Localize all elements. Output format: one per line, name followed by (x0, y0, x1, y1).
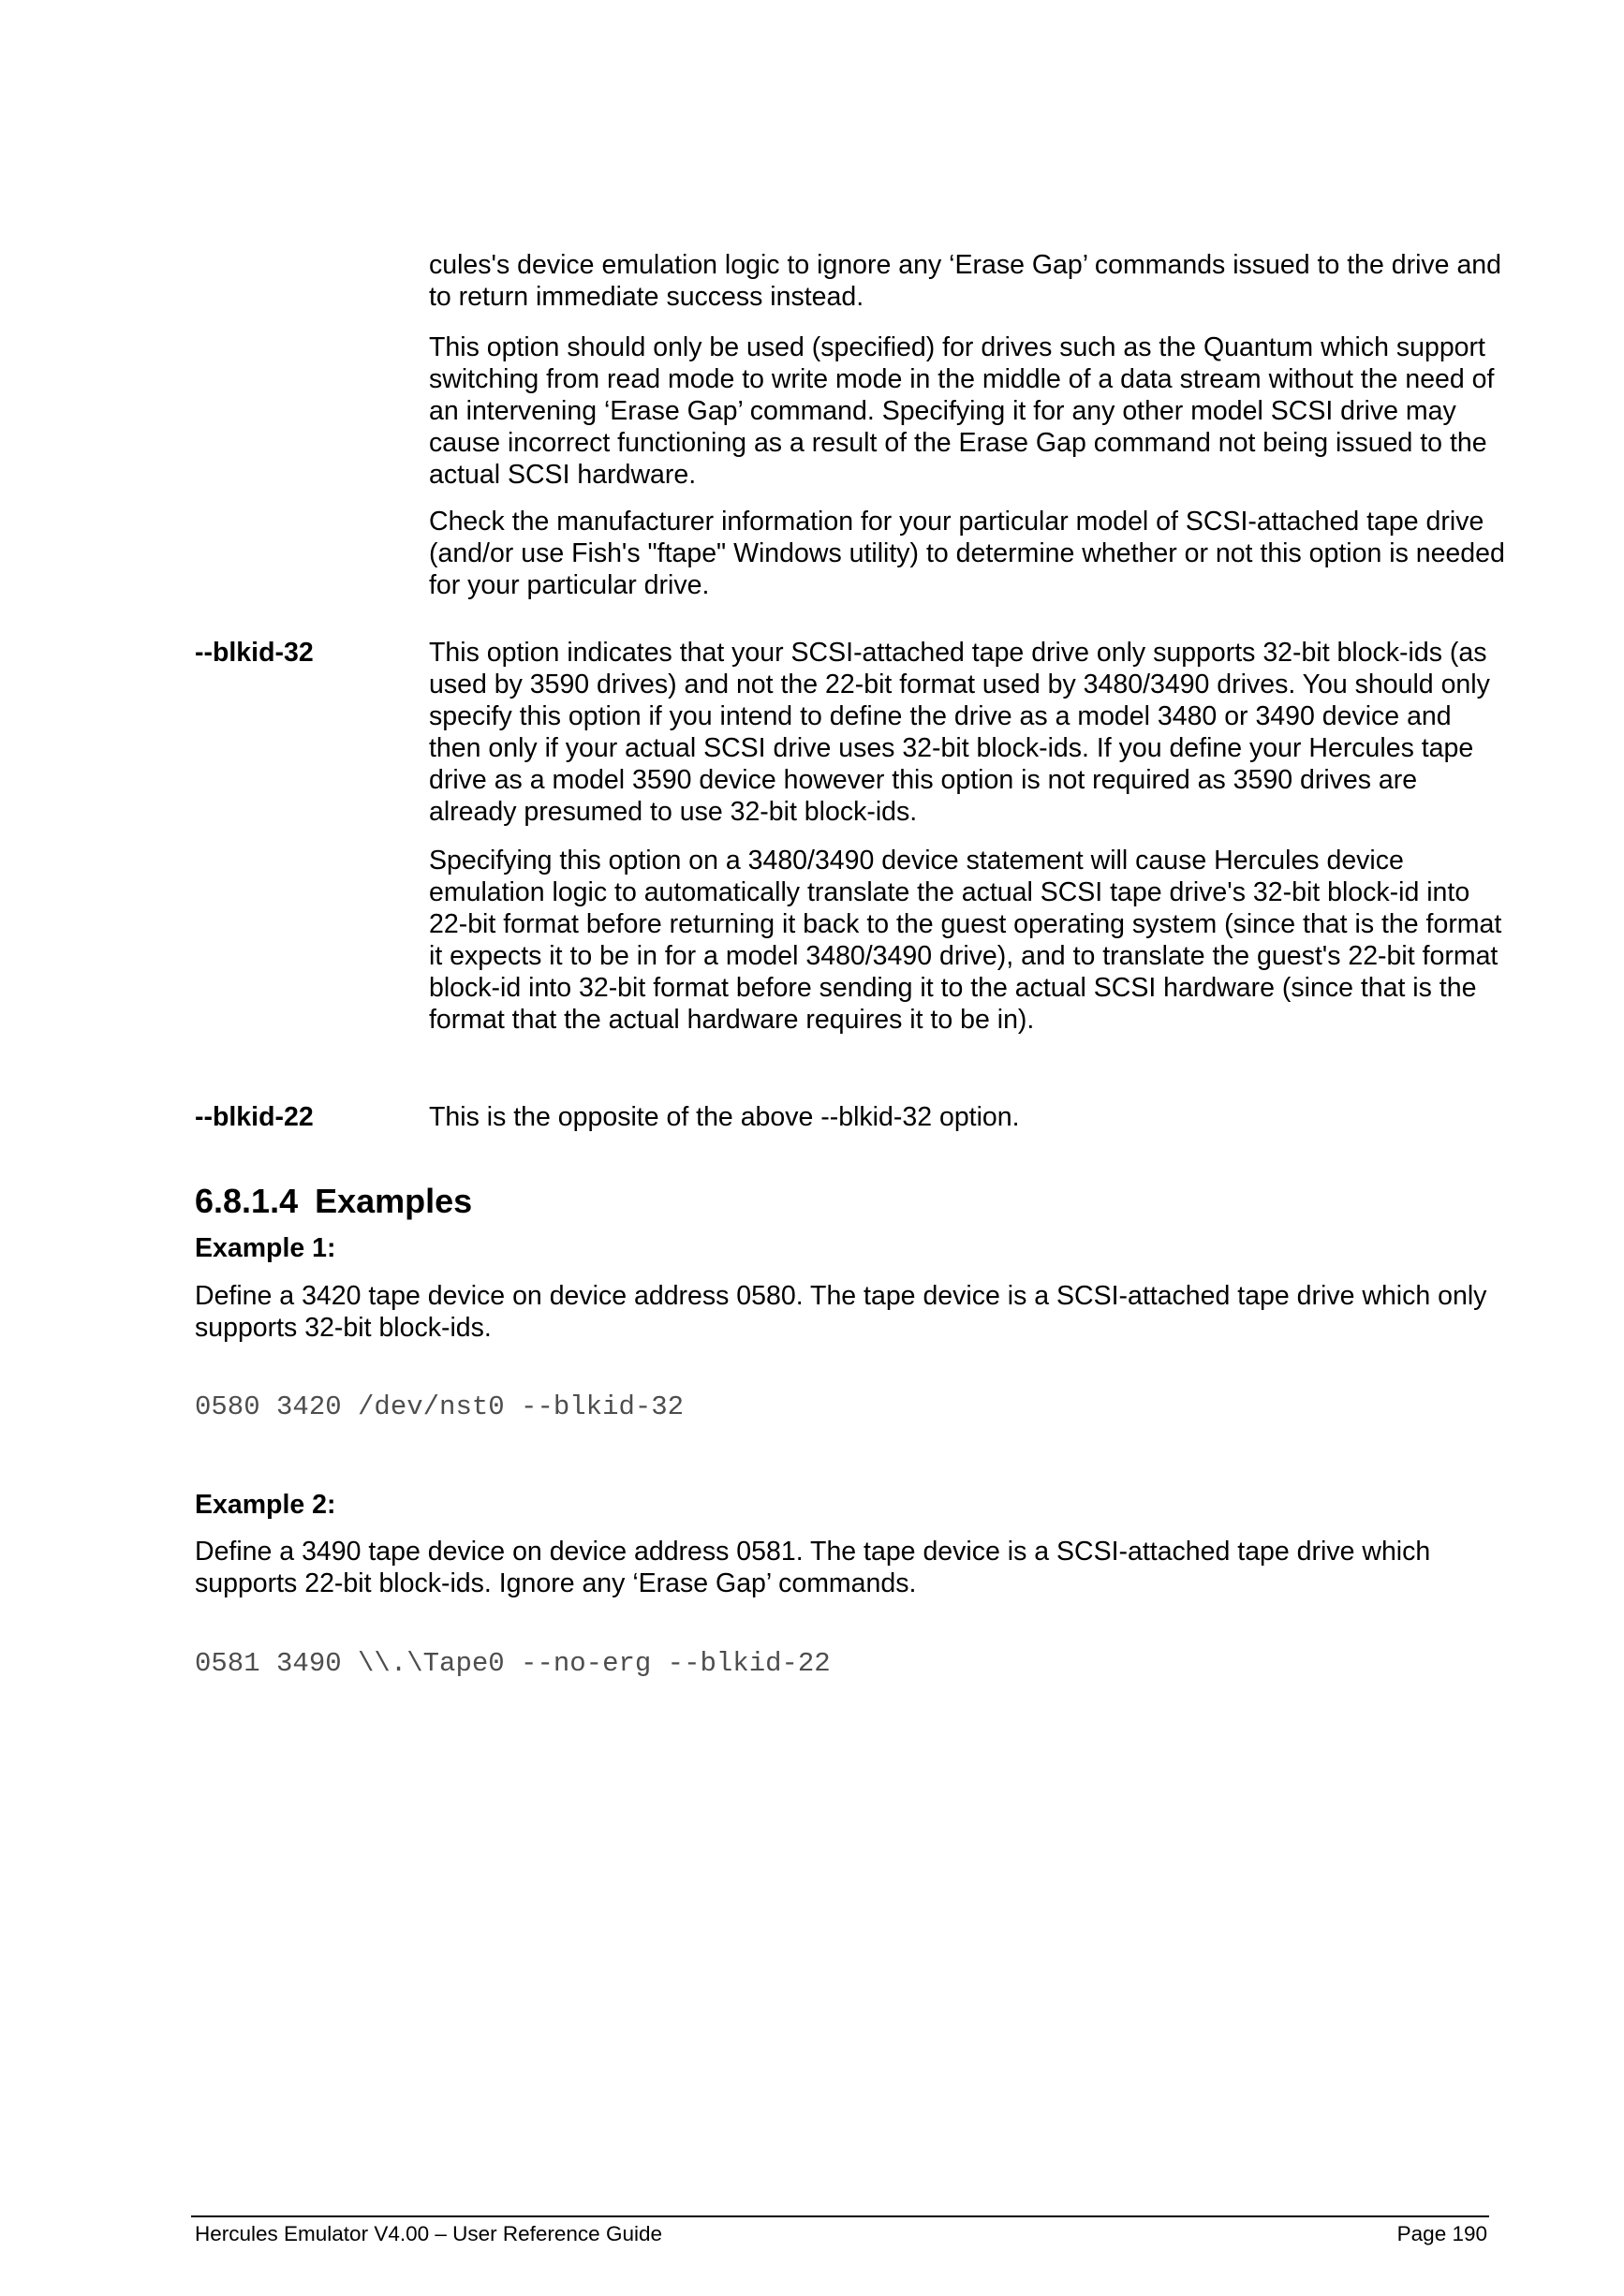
example-1-label: Example 1: (195, 1233, 336, 1263)
example-1-description: Define a 3420 tape device on device address 0580. The tape device is a SCSI-attached tape drive which only supports 32-bit block-ids. (195, 1281, 1487, 1343)
section-number: 6.8.1.4 (195, 1182, 299, 1220)
section-heading (195, 1182, 472, 1221)
example-2-code: 0581 3490 \\.\Tape0 --no-erg --blkid-22 (195, 1648, 831, 1679)
example-2-label: Example 2: (195, 1490, 336, 1520)
option-term-blkid-32: --blkid-32 (195, 638, 314, 668)
footer-rule (191, 2215, 1489, 2217)
option-blkid-22-paragraph-1: This is the opposite of the above --blkid-32 option. (429, 1102, 1020, 1132)
continuation-paragraph-1: cules's device emulation logic to ignore any ‘Erase Gap’ commands issued to the drive and to return immediate success instead. (429, 250, 1501, 312)
footer-page-number: Page 190 (1396, 2222, 1487, 2245)
example-2-description: Define a 3490 tape device on device address 0581. The tape device is a SCSI-attached tape drive which supports 22-bit block-ids. Ignore any ‘Erase Gap’ commands. (195, 1537, 1431, 1598)
option-blkid-32-paragraph-1: This option indicates that your SCSI-attached tape drive only supports 32-bit block-ids (as used by 3590 drives) and not the 22-bit format used by 3480/3490 drives. You should only specify this option if you intend to define the drive as a model 3480 or 3490 device and then only if your actual SCSI drive uses 32-bit block-ids. If you define your Hercules tape drive as a model 3590 device however this option is not required as 3590 drives are already presumed to use 32-bit block-ids. (429, 638, 1490, 827)
example-1-code: 0580 3420 /dev/nst0 --blkid-32 (195, 1391, 685, 1422)
continuation-paragraph-2: This option should only be used (specified) for drives such as the Quantum which support switching from read mode to write mode in the middle of a data stream without the need of an intervening ‘Erase Gap’ command. Specifying it for any other model SCSI drive may cause incorrect functioning as a result of the Erase Gap command not being issued to the actual SCSI hardware. (429, 332, 1495, 490)
footer-title: Hercules Emulator V4.00 – User Reference Guide (195, 2222, 662, 2245)
section-title: Examples (315, 1182, 473, 1220)
continuation-paragraph-3: Check the manufacturer information for your particular model of SCSI-attached tape drive (and/or use Fish's "ftape" Windows utility) to determine whether or not this option is needed for your particular drive. (429, 507, 1505, 600)
option-term-blkid-22: --blkid-22 (195, 1102, 314, 1132)
option-blkid-32-paragraph-2: Specifying this option on a 3480/3490 device statement will cause Hercules device emulation logic to automatically translate the actual SCSI tape drive's 32-bit block-id into 22-bit format before returning it back to the guest operating system (since that is the format it expects it to be in for a model 3480/3490 drive), and to translate the guest's 22-bit format block-id into 32-bit format before sending it to the actual SCSI hardware (since that is the format that the actual hardware requires it to be in). (429, 846, 1502, 1035)
